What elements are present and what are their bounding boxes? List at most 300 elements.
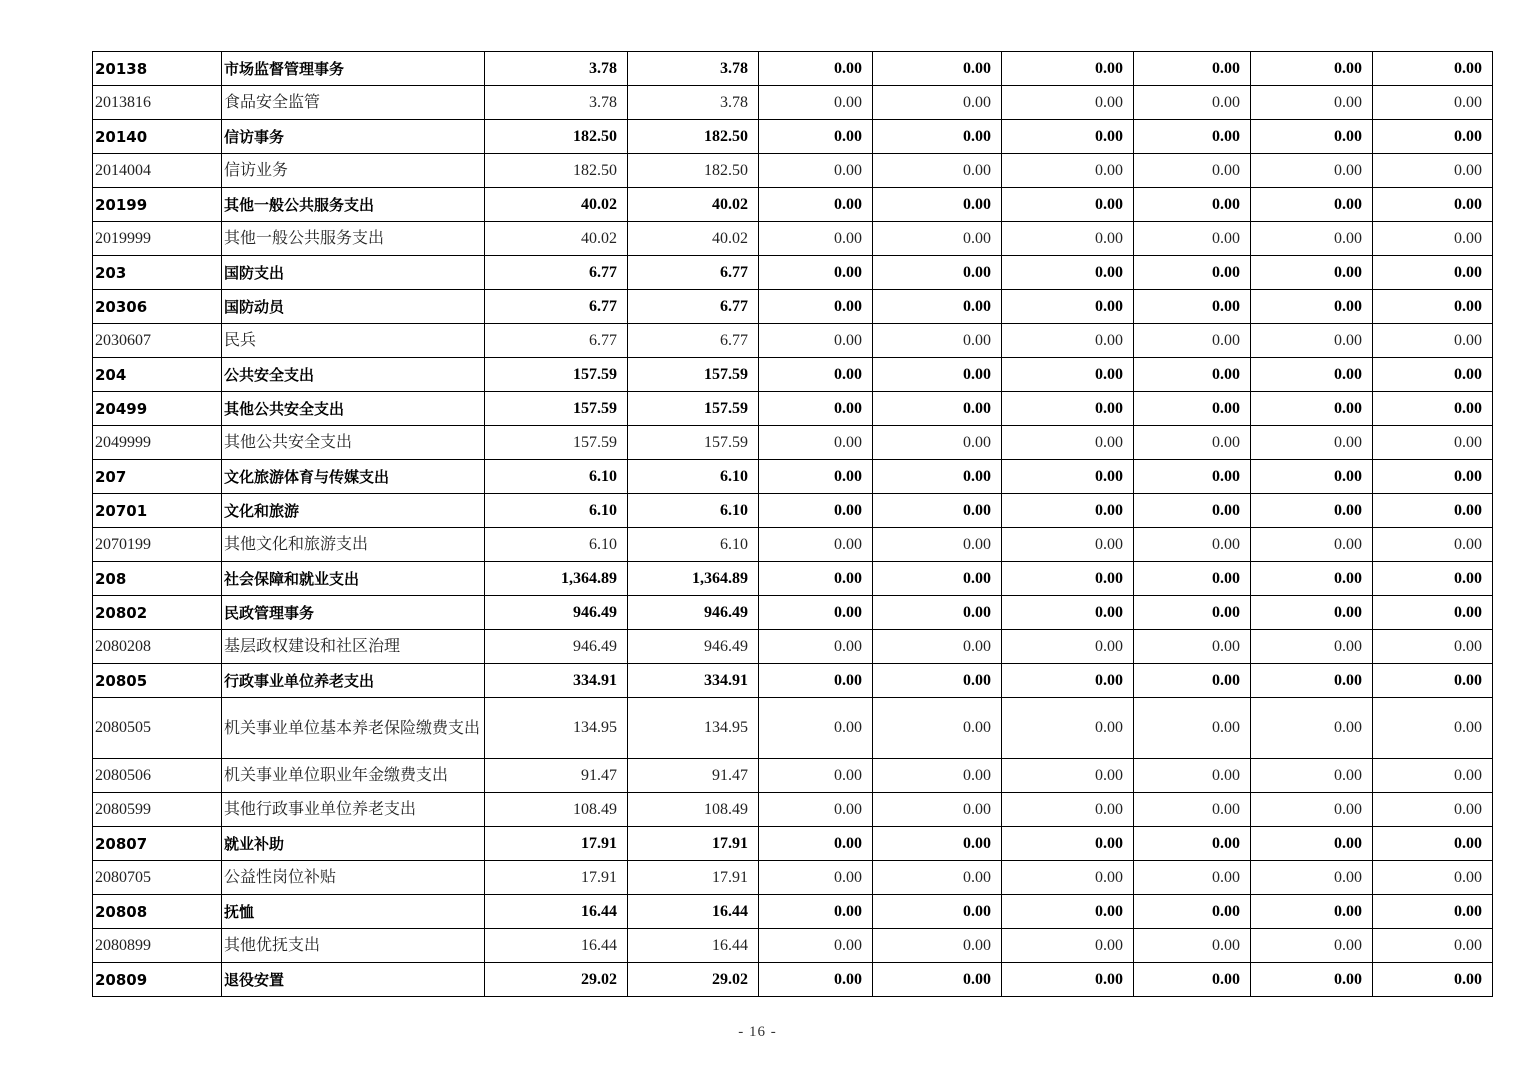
value-cell: 0.00 — [1002, 963, 1134, 997]
value-cell: 0.00 — [1134, 86, 1251, 120]
value-cell: 0.00 — [1251, 861, 1373, 895]
value-cell: 6.77 — [628, 256, 759, 290]
value-cell: 0.00 — [1251, 698, 1373, 759]
value-cell: 0.00 — [873, 154, 1002, 188]
subject-code-cell: 20808 — [93, 895, 222, 929]
table-row — [93, 494, 1493, 528]
value-cell: 29.02 — [485, 963, 628, 997]
value-cell: 0.00 — [1134, 290, 1251, 324]
value-cell: 0.00 — [759, 861, 873, 895]
subject-name-cell: 民兵 — [222, 324, 485, 358]
value-cell: 946.49 — [485, 596, 628, 630]
subject-code-cell: 2080599 — [93, 793, 222, 827]
value-cell: 17.91 — [628, 861, 759, 895]
value-cell: 0.00 — [1251, 494, 1373, 528]
value-cell: 0.00 — [759, 324, 873, 358]
value-cell: 0.00 — [1251, 929, 1373, 963]
value-cell: 0.00 — [759, 154, 873, 188]
subject-code-cell: 20807 — [93, 827, 222, 861]
value-cell: 0.00 — [759, 256, 873, 290]
value-cell: 0.00 — [1134, 861, 1251, 895]
value-cell: 0.00 — [1134, 596, 1251, 630]
value-cell: 0.00 — [1134, 426, 1251, 460]
subject-name-cell: 社会保障和就业支出 — [222, 562, 485, 596]
value-cell: 0.00 — [1134, 324, 1251, 358]
value-cell: 6.77 — [485, 324, 628, 358]
value-cell: 0.00 — [1251, 290, 1373, 324]
value-cell: 0.00 — [1373, 188, 1493, 222]
value-cell: 29.02 — [628, 963, 759, 997]
value-cell: 0.00 — [1251, 460, 1373, 494]
value-cell: 0.00 — [759, 895, 873, 929]
value-cell: 0.00 — [1373, 460, 1493, 494]
subject-code-cell: 20805 — [93, 664, 222, 698]
subject-name-cell: 其他行政事业单位养老支出 — [222, 793, 485, 827]
value-cell: 0.00 — [1002, 52, 1134, 86]
table-row — [93, 358, 1493, 392]
value-cell: 0.00 — [759, 759, 873, 793]
value-cell: 6.77 — [485, 290, 628, 324]
value-cell: 6.10 — [628, 494, 759, 528]
value-cell: 3.78 — [628, 86, 759, 120]
value-cell: 0.00 — [1251, 222, 1373, 256]
value-cell: 0.00 — [1002, 154, 1134, 188]
page-number: - 16 - — [738, 1024, 777, 1040]
value-cell: 40.02 — [485, 222, 628, 256]
value-cell: 0.00 — [1002, 188, 1134, 222]
value-cell: 0.00 — [1002, 392, 1134, 426]
subject-code-cell: 20199 — [93, 188, 222, 222]
value-cell: 0.00 — [1373, 562, 1493, 596]
value-cell: 0.00 — [1134, 963, 1251, 997]
value-cell: 0.00 — [759, 358, 873, 392]
value-cell: 0.00 — [1251, 827, 1373, 861]
subject-name-cell: 国防支出 — [222, 256, 485, 290]
value-cell: 6.10 — [485, 494, 628, 528]
value-cell: 0.00 — [873, 929, 1002, 963]
value-cell: 0.00 — [1251, 86, 1373, 120]
value-cell: 0.00 — [873, 494, 1002, 528]
subject-name-cell: 其他公共安全支出 — [222, 392, 485, 426]
subject-name-cell: 其他优抚支出 — [222, 929, 485, 963]
value-cell: 0.00 — [1134, 120, 1251, 154]
table-row — [93, 562, 1493, 596]
value-cell: 0.00 — [1002, 895, 1134, 929]
subject-name-cell: 文化旅游体育与传媒支出 — [222, 460, 485, 494]
value-cell: 0.00 — [1134, 895, 1251, 929]
value-cell: 0.00 — [873, 324, 1002, 358]
value-cell: 6.10 — [628, 460, 759, 494]
value-cell: 0.00 — [759, 664, 873, 698]
value-cell: 157.59 — [628, 426, 759, 460]
subject-name-cell: 行政事业单位养老支出 — [222, 664, 485, 698]
value-cell: 0.00 — [1373, 793, 1493, 827]
value-cell: 0.00 — [1373, 358, 1493, 392]
subject-name-cell: 民政管理事务 — [222, 596, 485, 630]
subject-name-cell: 公共安全支出 — [222, 358, 485, 392]
value-cell: 0.00 — [1373, 154, 1493, 188]
value-cell: 0.00 — [1002, 698, 1134, 759]
value-cell: 17.91 — [628, 827, 759, 861]
value-cell: 0.00 — [873, 698, 1002, 759]
value-cell: 16.44 — [485, 895, 628, 929]
value-cell: 0.00 — [1134, 929, 1251, 963]
value-cell: 0.00 — [1002, 358, 1134, 392]
value-cell: 6.77 — [485, 256, 628, 290]
value-cell: 0.00 — [1002, 120, 1134, 154]
table-row — [93, 86, 1493, 120]
value-cell: 0.00 — [873, 630, 1002, 664]
value-cell: 40.02 — [628, 188, 759, 222]
value-cell: 182.50 — [485, 120, 628, 154]
value-cell: 0.00 — [873, 963, 1002, 997]
value-cell: 0.00 — [1251, 426, 1373, 460]
value-cell: 0.00 — [759, 793, 873, 827]
value-cell: 0.00 — [873, 290, 1002, 324]
value-cell: 157.59 — [485, 358, 628, 392]
subject-code-cell: 2080208 — [93, 630, 222, 664]
table-row — [93, 698, 1493, 759]
value-cell: 0.00 — [1373, 290, 1493, 324]
value-cell: 17.91 — [485, 827, 628, 861]
value-cell: 0.00 — [873, 86, 1002, 120]
value-cell: 0.00 — [1373, 528, 1493, 562]
table-row — [93, 188, 1493, 222]
subject-code-cell: 2080505 — [93, 698, 222, 759]
subject-code-cell: 20140 — [93, 120, 222, 154]
table-row — [93, 154, 1493, 188]
value-cell: 0.00 — [759, 698, 873, 759]
value-cell: 0.00 — [1002, 861, 1134, 895]
value-cell: 157.59 — [485, 426, 628, 460]
value-cell: 0.00 — [1002, 827, 1134, 861]
subject-name-cell: 其他一般公共服务支出 — [222, 188, 485, 222]
value-cell: 6.10 — [485, 528, 628, 562]
subject-name-cell: 退役安置 — [222, 963, 485, 997]
value-cell: 0.00 — [873, 596, 1002, 630]
subject-name-cell: 信访业务 — [222, 154, 485, 188]
value-cell: 0.00 — [873, 426, 1002, 460]
value-cell: 0.00 — [1002, 596, 1134, 630]
value-cell: 0.00 — [1373, 222, 1493, 256]
value-cell: 0.00 — [759, 52, 873, 86]
table-row — [93, 52, 1493, 86]
value-cell: 0.00 — [1373, 929, 1493, 963]
table-row — [93, 895, 1493, 929]
value-cell: 0.00 — [1251, 596, 1373, 630]
value-cell: 946.49 — [628, 596, 759, 630]
table-row — [93, 963, 1493, 997]
value-cell: 0.00 — [1134, 460, 1251, 494]
value-cell: 0.00 — [873, 664, 1002, 698]
value-cell: 0.00 — [1373, 698, 1493, 759]
value-cell: 40.02 — [485, 188, 628, 222]
subject-code-cell: 20802 — [93, 596, 222, 630]
value-cell: 1,364.89 — [485, 562, 628, 596]
value-cell: 0.00 — [759, 827, 873, 861]
table-row — [93, 861, 1493, 895]
value-cell: 108.49 — [485, 793, 628, 827]
value-cell: 0.00 — [759, 596, 873, 630]
value-cell: 0.00 — [1251, 358, 1373, 392]
value-cell: 6.10 — [485, 460, 628, 494]
value-cell: 0.00 — [1134, 528, 1251, 562]
value-cell: 0.00 — [1134, 392, 1251, 426]
table-row — [93, 256, 1493, 290]
value-cell: 91.47 — [628, 759, 759, 793]
value-cell: 16.44 — [628, 929, 759, 963]
value-cell: 0.00 — [759, 460, 873, 494]
value-cell: 0.00 — [1134, 154, 1251, 188]
subject-name-cell: 其他文化和旅游支出 — [222, 528, 485, 562]
subject-name-cell: 基层政权建设和社区治理 — [222, 630, 485, 664]
value-cell: 0.00 — [1251, 392, 1373, 426]
subject-code-cell: 2013816 — [93, 86, 222, 120]
value-cell: 0.00 — [1373, 426, 1493, 460]
value-cell: 0.00 — [1251, 759, 1373, 793]
value-cell: 0.00 — [1251, 793, 1373, 827]
subject-code-cell: 2049999 — [93, 426, 222, 460]
value-cell: 0.00 — [1134, 222, 1251, 256]
value-cell: 0.00 — [1134, 562, 1251, 596]
subject-code-cell: 203 — [93, 256, 222, 290]
value-cell: 6.77 — [628, 324, 759, 358]
value-cell: 134.95 — [485, 698, 628, 759]
value-cell: 0.00 — [1002, 793, 1134, 827]
subject-code-cell: 2019999 — [93, 222, 222, 256]
value-cell: 16.44 — [485, 929, 628, 963]
value-cell: 0.00 — [1373, 827, 1493, 861]
value-cell: 40.02 — [628, 222, 759, 256]
subject-name-cell: 国防动员 — [222, 290, 485, 324]
value-cell: 0.00 — [1251, 154, 1373, 188]
value-cell: 0.00 — [873, 895, 1002, 929]
subject-name-cell: 机关事业单位基本养老保险缴费支出 — [222, 698, 485, 759]
value-cell: 0.00 — [759, 528, 873, 562]
value-cell: 157.59 — [628, 392, 759, 426]
value-cell: 0.00 — [759, 392, 873, 426]
value-cell: 0.00 — [1251, 188, 1373, 222]
subject-name-cell: 信访事务 — [222, 120, 485, 154]
value-cell: 0.00 — [1251, 52, 1373, 86]
value-cell: 0.00 — [759, 290, 873, 324]
value-cell: 0.00 — [1134, 256, 1251, 290]
subject-code-cell: 2080705 — [93, 861, 222, 895]
value-cell: 0.00 — [873, 759, 1002, 793]
value-cell: 0.00 — [1373, 392, 1493, 426]
value-cell: 0.00 — [873, 120, 1002, 154]
value-cell: 0.00 — [1251, 324, 1373, 358]
table-row — [93, 392, 1493, 426]
value-cell: 6.77 — [628, 290, 759, 324]
table-body — [93, 52, 1493, 997]
value-cell: 0.00 — [759, 630, 873, 664]
value-cell: 0.00 — [1002, 324, 1134, 358]
value-cell: 108.49 — [628, 793, 759, 827]
value-cell: 0.00 — [1002, 929, 1134, 963]
value-cell: 0.00 — [873, 52, 1002, 86]
value-cell: 0.00 — [759, 120, 873, 154]
value-cell: 182.50 — [628, 120, 759, 154]
value-cell: 0.00 — [1251, 120, 1373, 154]
value-cell: 0.00 — [1002, 562, 1134, 596]
value-cell: 0.00 — [759, 929, 873, 963]
value-cell: 0.00 — [1251, 562, 1373, 596]
value-cell: 0.00 — [759, 426, 873, 460]
subject-code-cell: 208 — [93, 562, 222, 596]
value-cell: 0.00 — [873, 793, 1002, 827]
table-row — [93, 759, 1493, 793]
subject-name-cell: 其他公共安全支出 — [222, 426, 485, 460]
value-cell: 0.00 — [759, 963, 873, 997]
value-cell: 0.00 — [1251, 963, 1373, 997]
value-cell: 0.00 — [1134, 358, 1251, 392]
value-cell: 1,364.89 — [628, 562, 759, 596]
value-cell: 0.00 — [873, 460, 1002, 494]
value-cell: 0.00 — [1002, 664, 1134, 698]
value-cell: 0.00 — [1251, 630, 1373, 664]
value-cell: 334.91 — [485, 664, 628, 698]
value-cell: 0.00 — [1251, 664, 1373, 698]
subject-code-cell: 2070199 — [93, 528, 222, 562]
value-cell: 157.59 — [628, 358, 759, 392]
value-cell: 0.00 — [1373, 861, 1493, 895]
value-cell: 0.00 — [1134, 52, 1251, 86]
table-row — [93, 528, 1493, 562]
value-cell: 182.50 — [485, 154, 628, 188]
subject-code-cell: 20499 — [93, 392, 222, 426]
subject-code-cell: 2080899 — [93, 929, 222, 963]
value-cell: 0.00 — [1373, 494, 1493, 528]
value-cell: 0.00 — [759, 86, 873, 120]
table-row — [93, 827, 1493, 861]
subject-name-cell: 食品安全监管 — [222, 86, 485, 120]
value-cell: 0.00 — [873, 358, 1002, 392]
value-cell: 0.00 — [1373, 895, 1493, 929]
table-row — [93, 596, 1493, 630]
value-cell: 0.00 — [1134, 793, 1251, 827]
value-cell: 0.00 — [1002, 222, 1134, 256]
subject-code-cell: 207 — [93, 460, 222, 494]
table-row — [93, 426, 1493, 460]
table-row — [93, 324, 1493, 358]
value-cell: 6.10 — [628, 528, 759, 562]
value-cell: 17.91 — [485, 861, 628, 895]
value-cell: 0.00 — [1134, 759, 1251, 793]
value-cell: 0.00 — [873, 528, 1002, 562]
value-cell: 0.00 — [1373, 256, 1493, 290]
table-row — [93, 664, 1493, 698]
value-cell: 157.59 — [485, 392, 628, 426]
value-cell: 0.00 — [1134, 664, 1251, 698]
value-cell: 0.00 — [1373, 664, 1493, 698]
value-cell: 0.00 — [873, 861, 1002, 895]
table-row — [93, 120, 1493, 154]
value-cell: 0.00 — [1251, 256, 1373, 290]
subject-name-cell: 文化和旅游 — [222, 494, 485, 528]
value-cell: 334.91 — [628, 664, 759, 698]
value-cell: 0.00 — [759, 562, 873, 596]
table-row — [93, 793, 1493, 827]
value-cell: 3.78 — [628, 52, 759, 86]
value-cell: 0.00 — [1002, 290, 1134, 324]
subject-code-cell: 204 — [93, 358, 222, 392]
value-cell: 134.95 — [628, 698, 759, 759]
subject-code-cell: 20138 — [93, 52, 222, 86]
table-row — [93, 630, 1493, 664]
value-cell: 0.00 — [1373, 596, 1493, 630]
table-row — [93, 460, 1493, 494]
value-cell: 0.00 — [1134, 494, 1251, 528]
value-cell: 0.00 — [1251, 528, 1373, 562]
value-cell: 0.00 — [1002, 528, 1134, 562]
subject-name-cell: 市场监督管理事务 — [222, 52, 485, 86]
value-cell: 91.47 — [485, 759, 628, 793]
value-cell: 0.00 — [1002, 86, 1134, 120]
value-cell: 0.00 — [873, 827, 1002, 861]
value-cell: 0.00 — [759, 494, 873, 528]
value-cell: 0.00 — [1002, 460, 1134, 494]
value-cell: 0.00 — [1373, 963, 1493, 997]
budget-table — [92, 51, 1493, 997]
value-cell: 0.00 — [759, 222, 873, 256]
value-cell: 946.49 — [628, 630, 759, 664]
subject-code-cell: 2080506 — [93, 759, 222, 793]
value-cell: 0.00 — [1373, 86, 1493, 120]
value-cell: 0.00 — [1002, 256, 1134, 290]
value-cell: 0.00 — [1373, 324, 1493, 358]
value-cell: 0.00 — [1134, 827, 1251, 861]
value-cell: 0.00 — [1373, 52, 1493, 86]
value-cell: 0.00 — [1002, 630, 1134, 664]
subject-code-cell: 20809 — [93, 963, 222, 997]
value-cell: 0.00 — [873, 256, 1002, 290]
value-cell: 0.00 — [873, 222, 1002, 256]
value-cell: 0.00 — [1373, 630, 1493, 664]
value-cell: 0.00 — [1373, 120, 1493, 154]
value-cell: 0.00 — [1002, 759, 1134, 793]
value-cell: 0.00 — [1251, 895, 1373, 929]
value-cell: 16.44 — [628, 895, 759, 929]
value-cell: 0.00 — [1134, 630, 1251, 664]
table-row — [93, 222, 1493, 256]
table-row — [93, 290, 1493, 324]
value-cell: 3.78 — [485, 86, 628, 120]
value-cell: 0.00 — [873, 392, 1002, 426]
value-cell: 0.00 — [1373, 759, 1493, 793]
subject-code-cell: 20701 — [93, 494, 222, 528]
value-cell: 0.00 — [1002, 494, 1134, 528]
subject-code-cell: 2014004 — [93, 154, 222, 188]
value-cell: 0.00 — [1134, 698, 1251, 759]
value-cell: 182.50 — [628, 154, 759, 188]
table-row — [93, 929, 1493, 963]
value-cell: 0.00 — [1134, 188, 1251, 222]
value-cell: 0.00 — [1002, 426, 1134, 460]
subject-name-cell: 抚恤 — [222, 895, 485, 929]
subject-name-cell: 机关事业单位职业年金缴费支出 — [222, 759, 485, 793]
subject-code-cell: 2030607 — [93, 324, 222, 358]
subject-code-cell: 20306 — [93, 290, 222, 324]
value-cell: 3.78 — [485, 52, 628, 86]
value-cell: 946.49 — [485, 630, 628, 664]
subject-name-cell: 就业补助 — [222, 827, 485, 861]
value-cell: 0.00 — [759, 188, 873, 222]
value-cell: 0.00 — [873, 188, 1002, 222]
subject-name-cell: 其他一般公共服务支出 — [222, 222, 485, 256]
subject-name-cell: 公益性岗位补贴 — [222, 861, 485, 895]
value-cell: 0.00 — [873, 562, 1002, 596]
